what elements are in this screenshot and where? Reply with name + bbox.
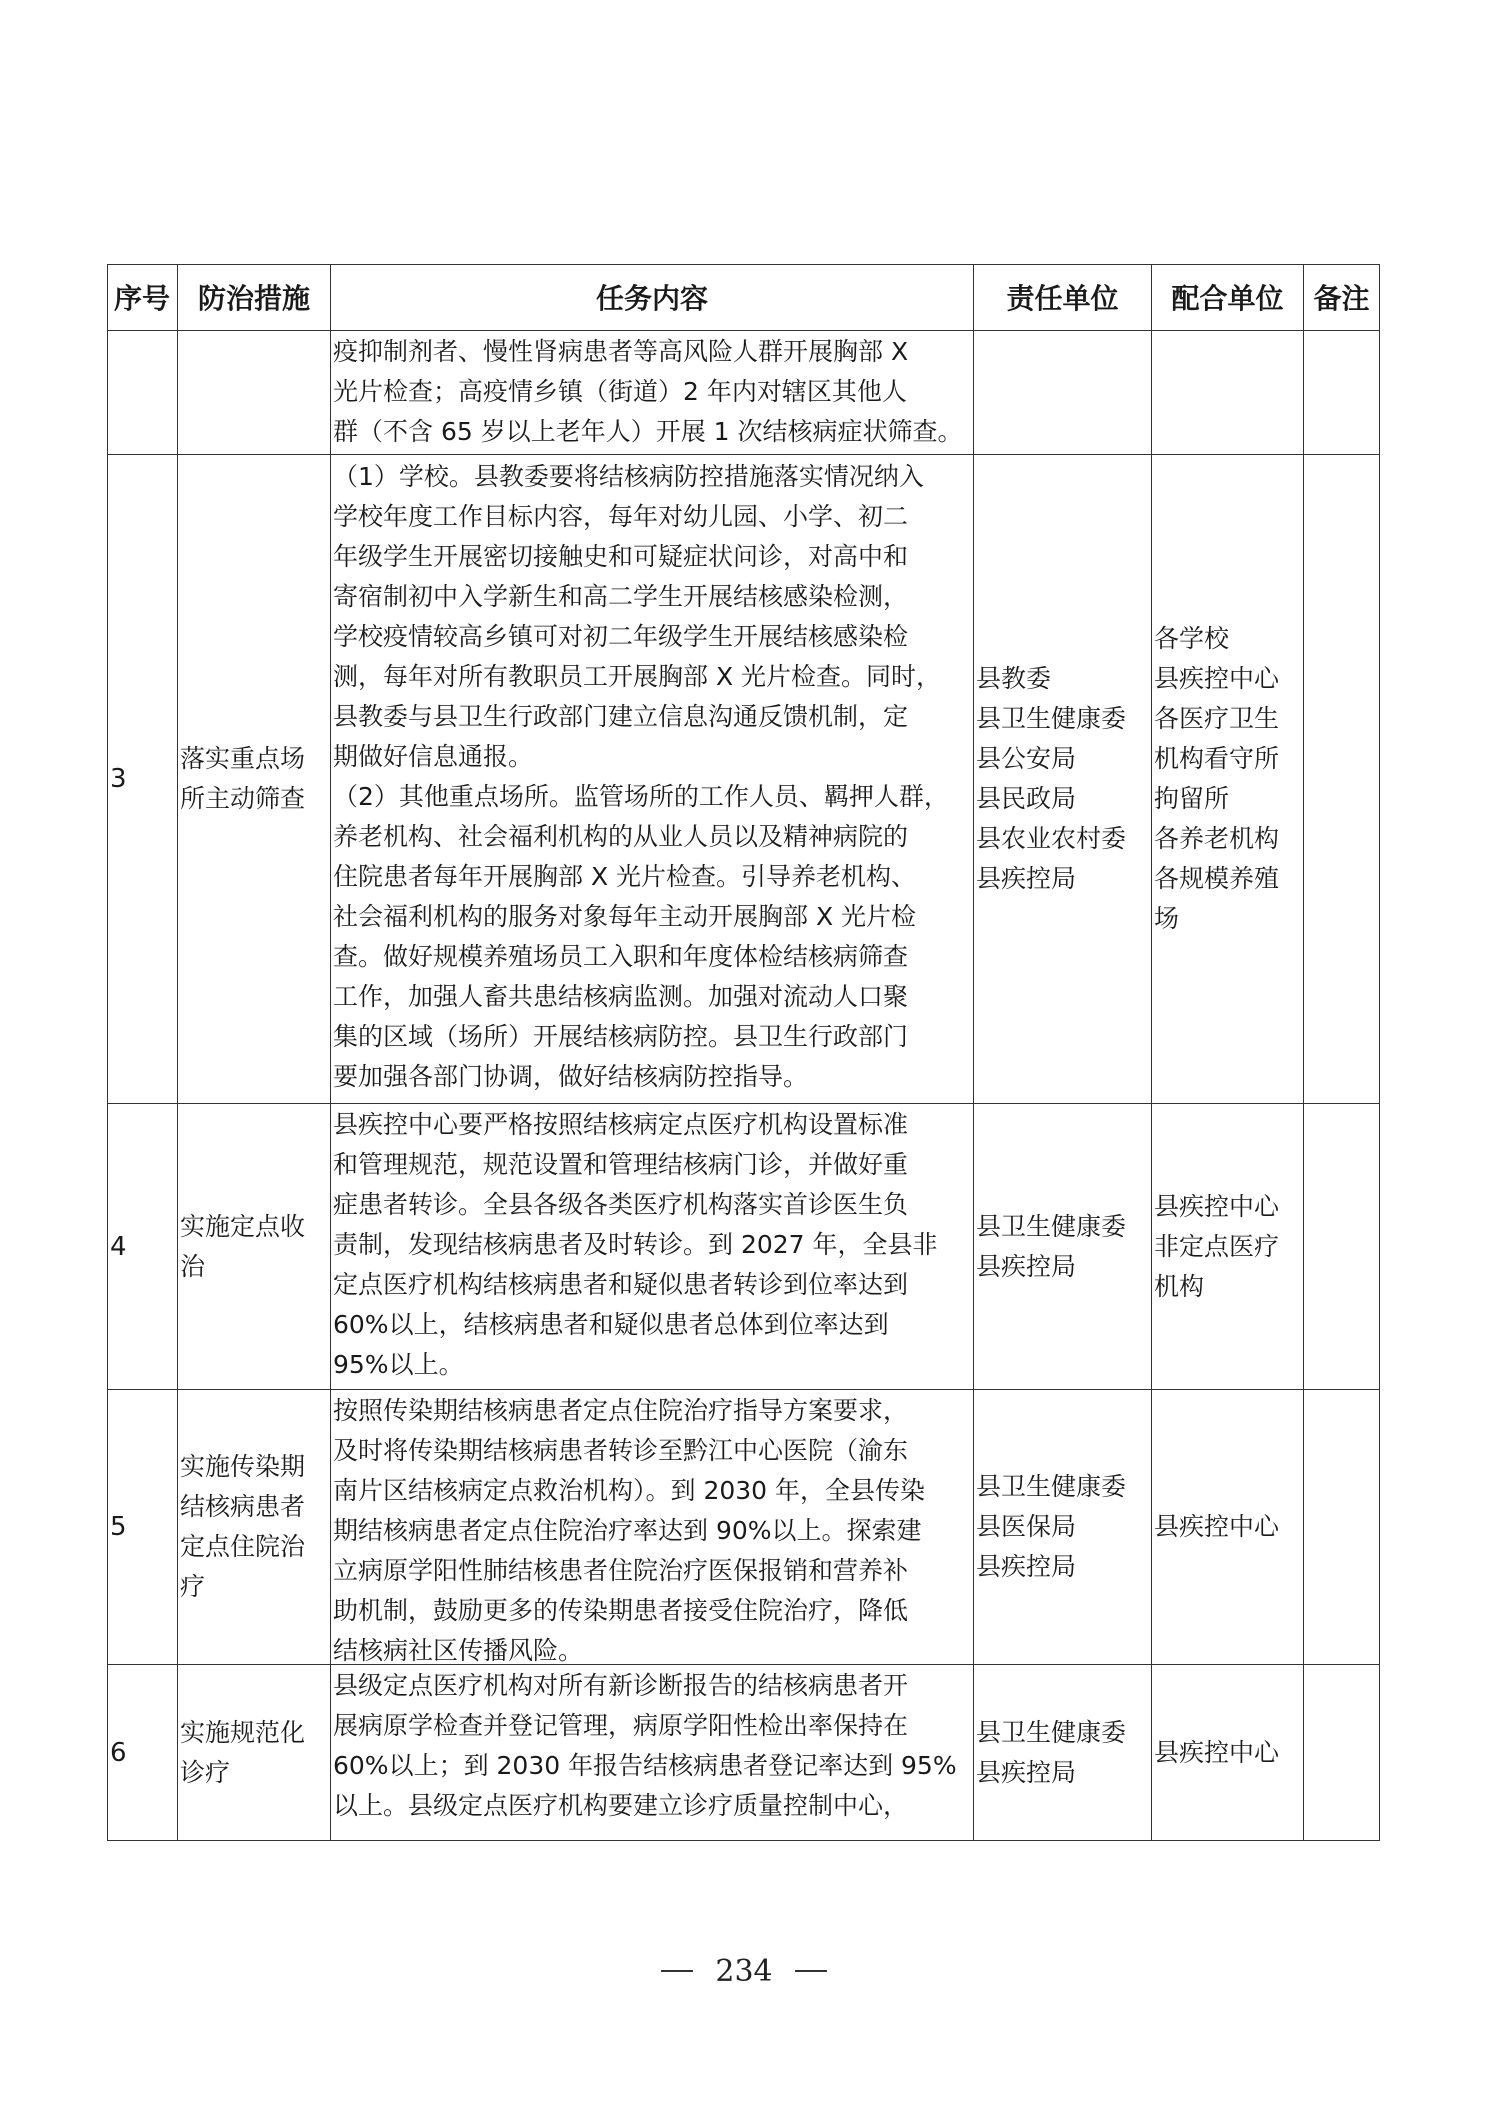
- row-responsible: 县卫生健康委 县医保局 县疾控局: [974, 1390, 1152, 1665]
- row-content: 疫抑制剂者、慢性肾病患者等高风险人群开展胸部 X 光片检查；高疫情乡镇（街道）2 年内对辖区其他人 群（不含 65 岁以上老年人）开展 1 次结核病症状筛查。: [331, 331, 974, 455]
- row-content: （1）学校。县教委要将结核病防控措施落实情况纳入 学校年度工作目标内容，每年对幼儿园、小学、初二 年级学生开展密切接触史和可疑症状问诊，对高中和 寄宿制初中入学新生和高二学生开展结核感染检测， 学校疫情较高乡镇可对初二年级学生开展结核感染检 测，每年对所有教职员工开展胸部 X 光片检查。同时， 县教委与县卫生行政部门建立信息沟通反馈机制，定 期做好信息通报。 （2）其他重点场所。监管场所的工作人员、羁押人群， 养老机构、社会福利机构的从业人员以及精神病院的 住院患者每年开展胸部 X 光片检查。引导养老机构、 社会福利机构的服务对象每年主动开展胸部 X 光片检 查。做好规模养殖场员工入职和年度体检结核病筛查 工作，加强人畜共患结核病监测。加强对流动人口聚 集的区域（场所）开展结核病防控。县卫生行政部门 要加强各部门协调，做好结核病防控指导。: [331, 455, 974, 1104]
- row-cooperating: [1152, 331, 1304, 455]
- row-cooperating: 县疾控中心 非定点医疗 机构: [1152, 1104, 1304, 1390]
- header-responsible: 责任单位: [974, 264, 1152, 331]
- row-measure: 落实重点场 所主动筛查: [178, 455, 331, 1104]
- header-no: 序号: [107, 264, 178, 331]
- row-remark: [1304, 1665, 1380, 1841]
- row-responsible: 县教委 县卫生健康委 县公安局 县民政局 县农业农村委 县疾控局: [974, 455, 1152, 1104]
- header-remark: 备注: [1304, 264, 1380, 331]
- header-content: 任务内容: [331, 264, 974, 331]
- header-cooperating: 配合单位: [1152, 264, 1304, 331]
- row-content: 县疾控中心要严格按照结核病定点医疗机构设置标准 和管理规范，规范设置和管理结核病门诊，并做好重 症患者转诊。全县各级各类医疗机构落实首诊医生负 责制，发现结核病患者及时转诊。到 2027 年，全县非 定点医疗机构结核病患者和疑似患者转诊到位率达到 60%以上，结核病患者和疑似患者总体到位率达到 95%以上。: [331, 1104, 974, 1390]
- row-cooperating: 县疾控中心: [1152, 1665, 1304, 1841]
- row-content: 县级定点医疗机构对所有新诊断报告的结核病患者开 展病原学检查并登记管理，病原学阳性检出率保持在 60%以上；到 2030 年报告结核病患者登记率达到 95% 以上。县级定点医疗机构要建立诊疗质量控制中心，: [331, 1665, 974, 1841]
- header-measure: 防治措施: [178, 264, 331, 331]
- row-responsible: 县卫生健康委 县疾控局: [974, 1104, 1152, 1390]
- page-number-footer: [0, 1952, 1488, 1989]
- page-number: 234: [715, 1953, 773, 1989]
- row-measure: 实施传染期 结核病患者 定点住院治 疗: [178, 1390, 331, 1665]
- row-number: 5: [107, 1390, 178, 1665]
- row-cooperating: 县疾控中心: [1152, 1390, 1304, 1665]
- row-number: [107, 331, 178, 455]
- row-measure: 实施规范化 诊疗: [178, 1665, 331, 1841]
- row-responsible: [974, 331, 1152, 455]
- row-number: 4: [107, 1104, 178, 1390]
- right-dash: [795, 1970, 827, 1972]
- task-table: [107, 264, 1380, 1841]
- row-cooperating: 各学校 县疾控中心 各医疗卫生 机构看守所 拘留所 各养老机构 各规模养殖 场: [1152, 455, 1304, 1104]
- row-remark: [1304, 455, 1380, 1104]
- row-content: 按照传染期结核病患者定点住院治疗指导方案要求， 及时将传染期结核病患者转诊至黔江中心医院（渝东 南片区结核病定点救治机构）。到 2030 年，全县传染 期结核病患者定点住院治疗率达到 90%以上。探索建 立病原学阳性肺结核患者住院治疗医保报销和营养补 助机制，鼓励更多的传染期患者接受住院治疗，降低 结核病社区传播风险。: [331, 1390, 974, 1665]
- row-measure: 实施定点收 治: [178, 1104, 331, 1390]
- row-measure: [178, 331, 331, 455]
- row-remark: [1304, 331, 1380, 455]
- row-number: 6: [107, 1665, 178, 1841]
- left-dash: [661, 1970, 693, 1972]
- row-number: 3: [107, 455, 178, 1104]
- row-remark: [1304, 1390, 1380, 1665]
- row-remark: [1304, 1104, 1380, 1390]
- row-responsible: 县卫生健康委 县疾控局: [974, 1665, 1152, 1841]
